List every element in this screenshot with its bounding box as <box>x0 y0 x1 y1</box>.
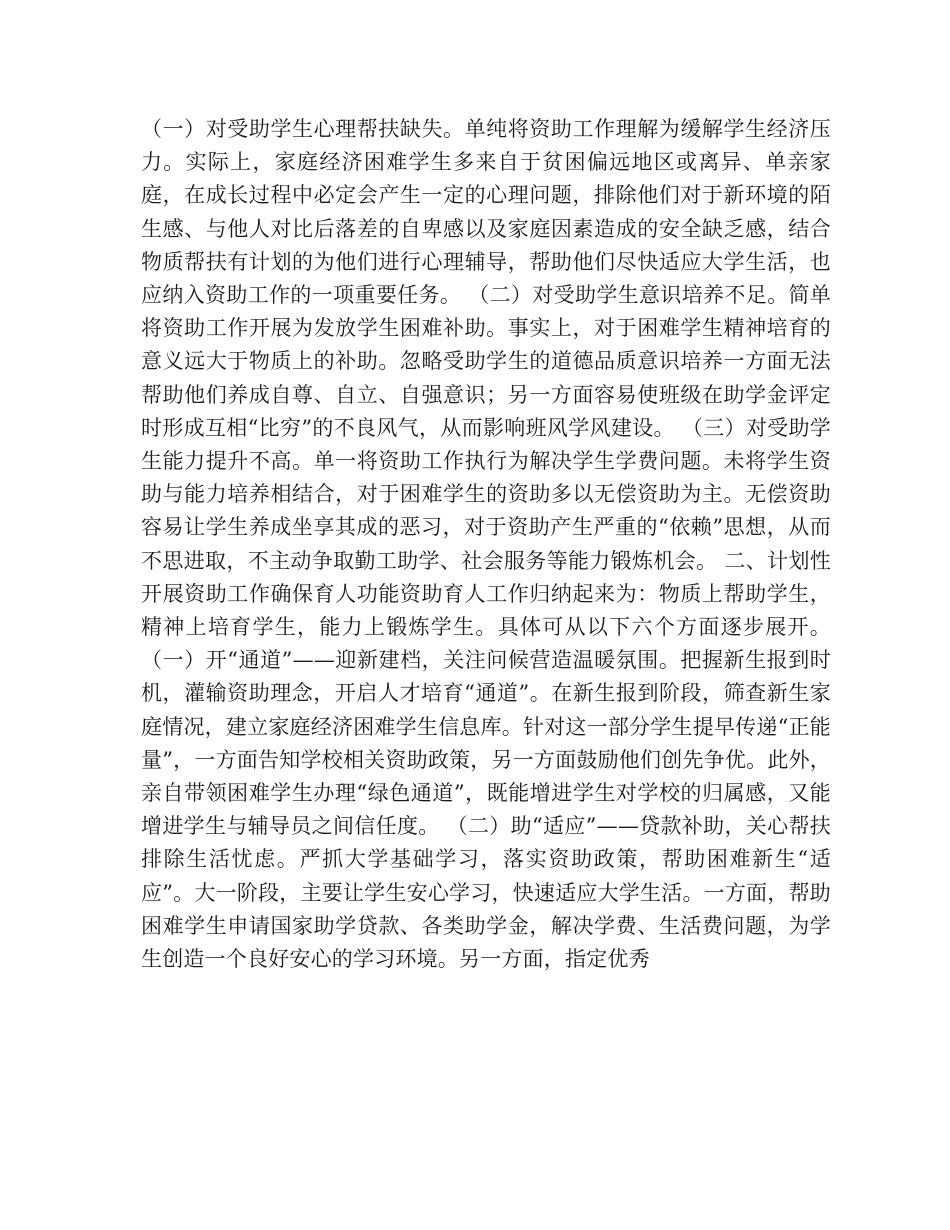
body-paragraph: （一）对受助学生心理帮扶缺失。单纯将资助工作理解为缓解学生经济压力。实际上，家庭经济困难学生多来自于贫困偏远地区或离异、单亲家庭，在成长过程中必定会产生一定的心理问题，排除他们对于新环境的陌生感、与他人对比后落差的自卑感以及家庭因素造成的安全缺乏感，结合物质帮扶有计划的为他们进行心理辅导，帮助他们尽快适应大学生活，也应纳入资助工作的一项重要任务。 （二）对受助学生意识培养不足。简单将资助工作开展为发放学生困难补助。事实上，对于困难学生精神培育的意义远大于物质上的补助。忽略受助学生的道德品质意识培养一方面无法帮助他们养成自尊、自立、自强意识；另一方面容易使班级在助学金评定时形成互相“比穷”的不良风气，从而影响班风学风建设。 （三）对受助学生能力提升不高。单一将资助工作执行为解决学生学费问题。未将学生资助与能力培养相结合，对于困难学生的资助多以无偿资助为主。无偿资助容易让学生养成坐享其成的恶习，对于资助产生严重的“依赖”思想，从而不思进取，不主动争取勤工助学、社会服务等能力锻炼机会。 二、计划性开展资助工作确保育人功能资助育人工作归纳起来为：物质上帮助学生，精神上培育学生，能力上锻炼学生。具体可从以下六个方面逐步展开。 （一）开“通道”——迎新建档，关注问候营造温暖氛围。把握新生报到时机，灌输资助理念，开启人才培育“通道”。在新生报到阶段，筛查新生家庭情况，建立家庭经济困难学生信息库。针对这一部分学生提早传递“正能量”，一方面告知学校相关资助政策，另一方面鼓励他们创先争优。此外，亲自带领困难学生办理“绿色通道”，既能增进学生对学校的归属感，又能增进学生与辅导员之间信任度。 （二）助“适应”——贷款补助，关心帮扶排除生活忧虑。严抓大学基础学习，落实资助政策，帮助困难新生“适应”。大一阶段，主要让学生安心学习，快速适应大学生活。一方面，帮助困难学生申请国家助学贷款、各类助学金，解决学费、生活费问题，为学生创造一个良好安心的学习环境。另一方面，指定优秀 <box>141 117 831 972</box>
